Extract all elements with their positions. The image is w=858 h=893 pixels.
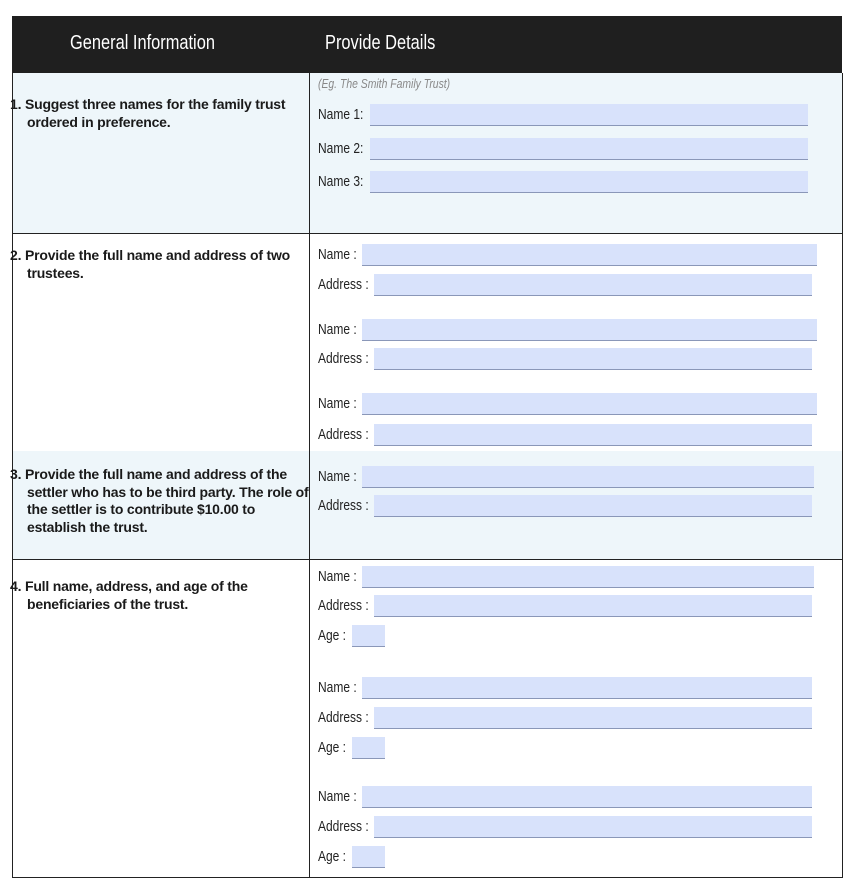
section-4-name-input[interactable] bbox=[362, 677, 812, 699]
section-2-address-input[interactable] bbox=[374, 424, 812, 446]
section-1-name1-input[interactable] bbox=[370, 104, 808, 126]
section-2-address-input[interactable] bbox=[374, 274, 812, 296]
section-2-address-label: Address : bbox=[318, 276, 369, 293]
header-general-information: General Information bbox=[70, 32, 215, 54]
section-1-name2-label: Name 2: bbox=[318, 140, 364, 157]
section-4-address-label: Address : bbox=[318, 597, 369, 614]
section-4-name-label: Name : bbox=[318, 568, 357, 585]
section-4-age-label: Age : bbox=[318, 848, 347, 865]
question-4: 4. Full name, address, and age of the beneficiaries of the trust. bbox=[10, 578, 248, 612]
section-2-name-label: Name : bbox=[318, 395, 357, 412]
section-4-age-label: Age : bbox=[318, 739, 347, 756]
table-header bbox=[12, 16, 842, 73]
section-3-name-label: Name : bbox=[318, 468, 357, 485]
section-1-name2-input[interactable] bbox=[370, 138, 808, 160]
question-3: 3. Provide the full name and address of the settler who has to be third party. The role of the settler is to contribute $10.00 to establish the trust. bbox=[10, 466, 309, 535]
section-4-age-input[interactable] bbox=[352, 625, 385, 647]
section-4-age-input[interactable] bbox=[352, 737, 385, 759]
section-2-name-input[interactable] bbox=[362, 244, 817, 266]
section-4-name-label: Name : bbox=[318, 788, 357, 805]
section-2-name-input[interactable] bbox=[362, 393, 817, 415]
section-2-address-label: Address : bbox=[318, 350, 369, 367]
question-1: 1. Suggest three names for the family trust ordered in preference. bbox=[10, 96, 286, 130]
header-provide-details: Provide Details bbox=[325, 32, 436, 54]
section-4-address-input[interactable] bbox=[374, 707, 812, 729]
section-4-name-input[interactable] bbox=[362, 786, 812, 808]
section-2-name-label: Name : bbox=[318, 321, 357, 338]
section-2-name-input[interactable] bbox=[362, 319, 817, 341]
section-4-address-input[interactable] bbox=[374, 816, 812, 838]
section-3-name-input[interactable] bbox=[362, 466, 814, 488]
section-1-name3-label: Name 3: bbox=[318, 173, 364, 190]
section-4-age-input[interactable] bbox=[352, 846, 385, 868]
section-4-address-label: Address : bbox=[318, 709, 369, 726]
section-2-name-label: Name : bbox=[318, 246, 357, 263]
question-2: 2. Provide the full name and address of two trustees. bbox=[10, 247, 291, 281]
section-1-name1-label: Name 1: bbox=[318, 106, 364, 123]
section-4-address-label: Address : bbox=[318, 818, 369, 835]
section-1-name3-input[interactable] bbox=[370, 171, 808, 193]
section-2-address-label: Address : bbox=[318, 426, 369, 443]
section-3-address-input[interactable] bbox=[374, 495, 812, 517]
section-4-address-input[interactable] bbox=[374, 595, 812, 617]
section-4-name-label: Name : bbox=[318, 679, 357, 696]
section-4-name-input[interactable] bbox=[362, 566, 814, 588]
section-4-age-label: Age : bbox=[318, 627, 347, 644]
section-3-address-label: Address : bbox=[318, 497, 369, 514]
section-2-address-input[interactable] bbox=[374, 348, 812, 370]
trust-name-hint: (Eg. The Smith Family Trust) bbox=[318, 76, 451, 91]
